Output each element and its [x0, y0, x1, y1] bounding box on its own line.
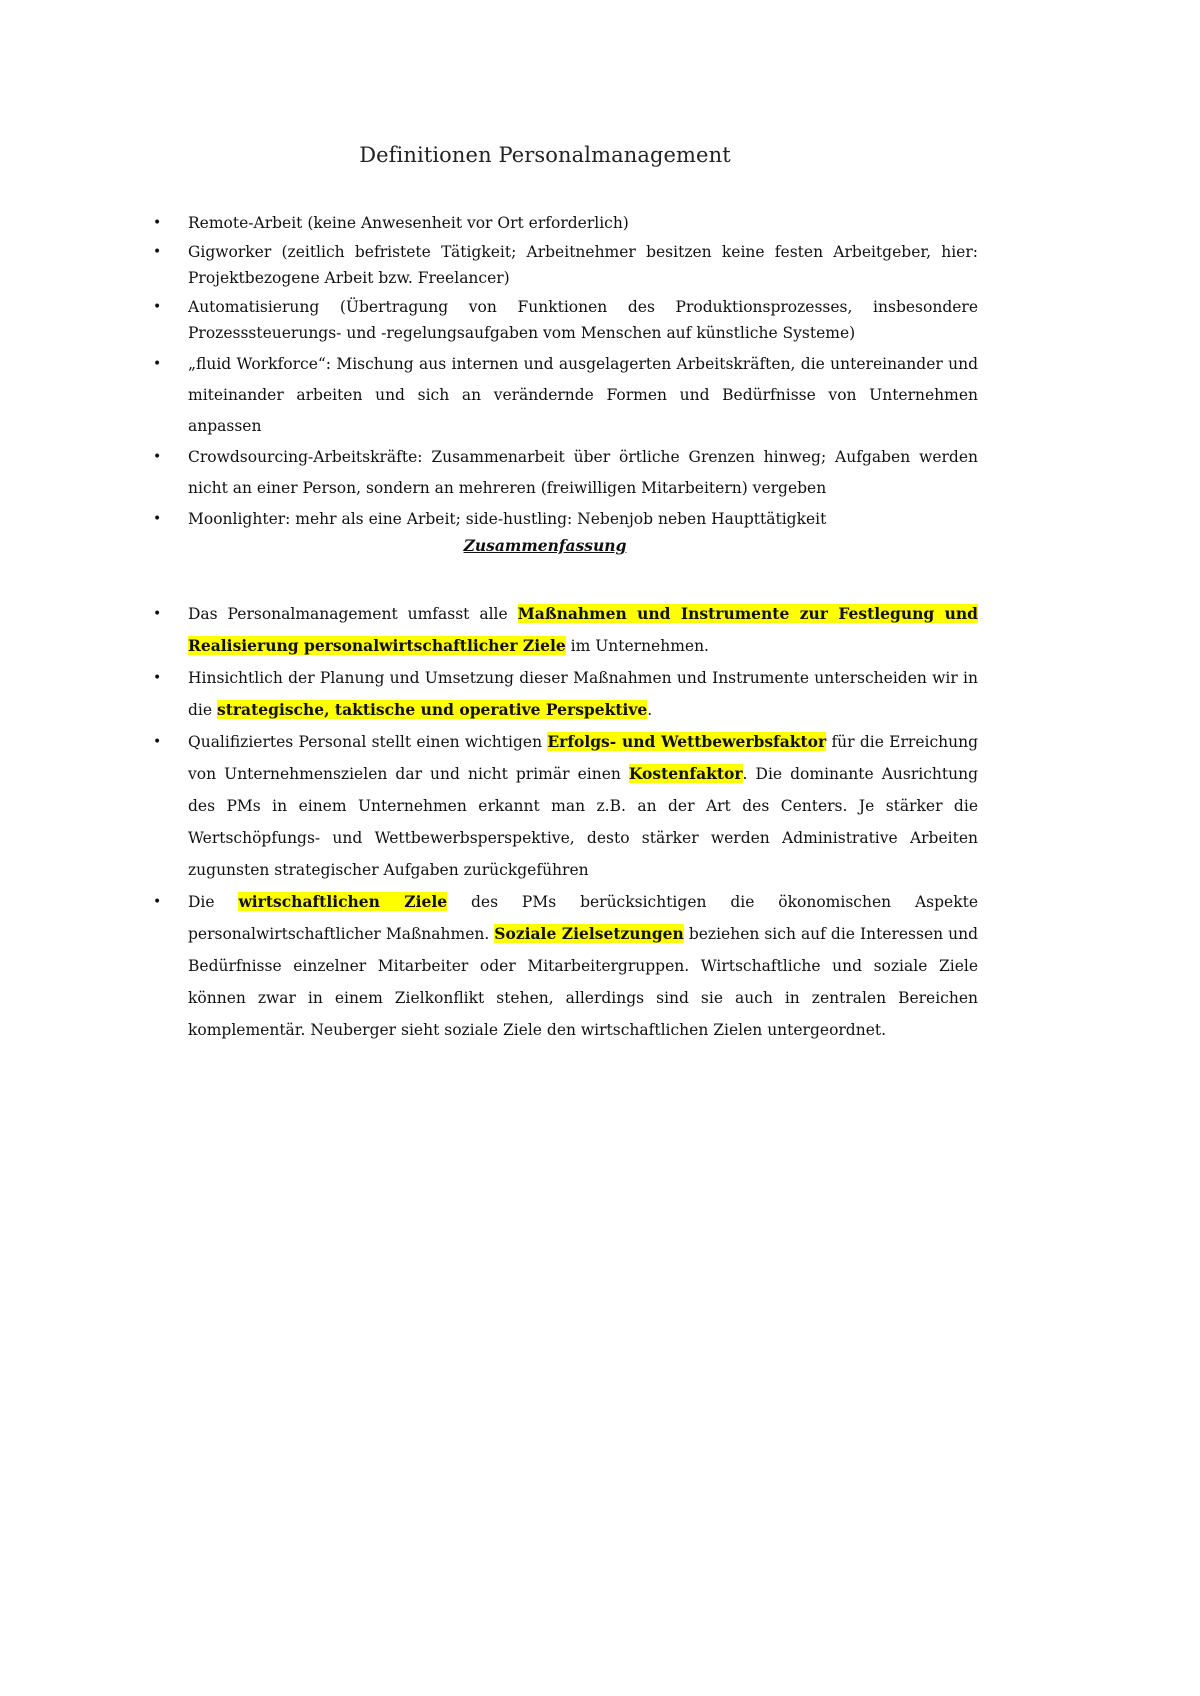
summary-text: .: [647, 701, 653, 719]
bullet-icon: •: [153, 511, 162, 527]
bullet-icon: •: [153, 606, 162, 622]
definition-text: Remote-Arbeit (keine Anwesenheit vor Ort erforderlich): [188, 214, 629, 232]
bullet-icon: •: [153, 356, 162, 372]
bullet-icon: •: [153, 299, 162, 315]
list-item: [150, 442, 978, 504]
definition-text: Crowdsourcing-Arbeitskräfte: Zusammenarbeit über örtliche Grenzen hinweg; Aufgaben werden nicht an einer Person, sondern an mehreren (freiwilligen Mitarbeitern) vergeben: [188, 448, 978, 497]
bullet-icon: •: [153, 449, 162, 465]
definition-text: Automatisierung (Übertragung von Funktionen des Produktionsprozesses, insbesondere Prozesssteuerungs- und -regelungsaufgaben vom Menschen auf künstliche Systeme): [188, 298, 978, 342]
summary-text: . Die dominante Ausrichtung des PMs in einem Unternehmen erkannt man z.B. an der Art des Centers. Je stärker die Wertschöpfungs- und Wettbewerbsperspektive, desto stärker werden Administrative Arbeiten zugunsten strategischer Aufgaben zurückgeführen: [188, 765, 978, 879]
definition-text: Gigworker (zeitlich befristete Tätigkeit; Arbeitnehmer besitzen keine festen Arbeitgeber, hier: Projektbezogene Arbeit bzw. Freelancer): [188, 243, 978, 287]
definitions-list: [150, 210, 978, 535]
list-item: [150, 349, 978, 442]
summary-heading: Zusammenfassung: [463, 536, 627, 555]
list-item: [150, 726, 978, 886]
bullet-icon: •: [153, 670, 162, 686]
summary-text: im Unternehmen.: [565, 637, 709, 655]
highlighted-term: Maßnahmen und Instrumente zur Festlegung und Realisierung personalwirtschaftlicher Ziele: [188, 604, 979, 655]
highlighted-term: wirtschaftlichen Ziele: [238, 892, 448, 911]
highlighted-term: Kostenfaktor: [628, 764, 743, 783]
summary-list: [150, 598, 978, 1046]
bullet-icon: •: [153, 894, 162, 910]
summary-text: Die: [188, 893, 239, 911]
summary-text: Qualifiziertes Personal stellt einen wichtigen: [188, 733, 548, 751]
summary-text: des PMs berücksichtigen die ökonomischen Aspekte personalwirtschaftlicher Maßnahmen.: [188, 893, 979, 943]
bullet-icon: •: [153, 215, 162, 231]
definition-text: Moonlighter: mehr als eine Arbeit; side-hustling: Nebenjob neben Haupttätigkeit: [188, 510, 827, 528]
highlighted-term: strategische, taktische und operative Perspektive: [216, 700, 648, 719]
list-item: [150, 662, 978, 726]
definition-text: „fluid Workforce“: Mischung aus internen und ausgelagerten Arbeitskräften, die untereinander und miteinander arbeiten und sich an verändernde Formen und Bedürfnisse von Unternehmen anpassen: [188, 355, 978, 435]
summary-text: für die Erreichung von Unternehmenszielen dar und nicht primär einen: [188, 733, 978, 783]
highlighted-term: Erfolgs- und Wettbewerbsfaktor: [547, 732, 827, 751]
list-item: [150, 504, 978, 535]
bullet-icon: •: [153, 734, 162, 750]
bullet-icon: •: [153, 244, 162, 260]
document-title: Definitionen Personalmanagement: [359, 143, 731, 167]
list-item: [150, 210, 978, 236]
list-item: [150, 886, 978, 1046]
list-item: [150, 598, 978, 662]
highlighted-term: Soziale Zielsetzungen: [494, 924, 684, 943]
summary-text: Hinsichtlich der Planung und Umsetzung dieser Maßnahmen und Instrumente unterscheiden wir in die: [188, 669, 978, 719]
list-item: [150, 239, 978, 291]
summary-text: beziehen sich auf die Interessen und Bedürfnisse einzelner Mitarbeiter oder Mitarbeitergruppen. Wirtschaftliche und soziale Ziele können zwar in einem Zielkonflikt stehen, allerdings sind sie auch in zentralen Bereichen komplementär. Neuberger sieht soziale Ziele den wirtschaftlichen Zielen untergeordnet.: [188, 925, 979, 1039]
list-item: [150, 294, 978, 346]
summary-text: Das Personalmanagement umfasst alle: [188, 605, 518, 623]
